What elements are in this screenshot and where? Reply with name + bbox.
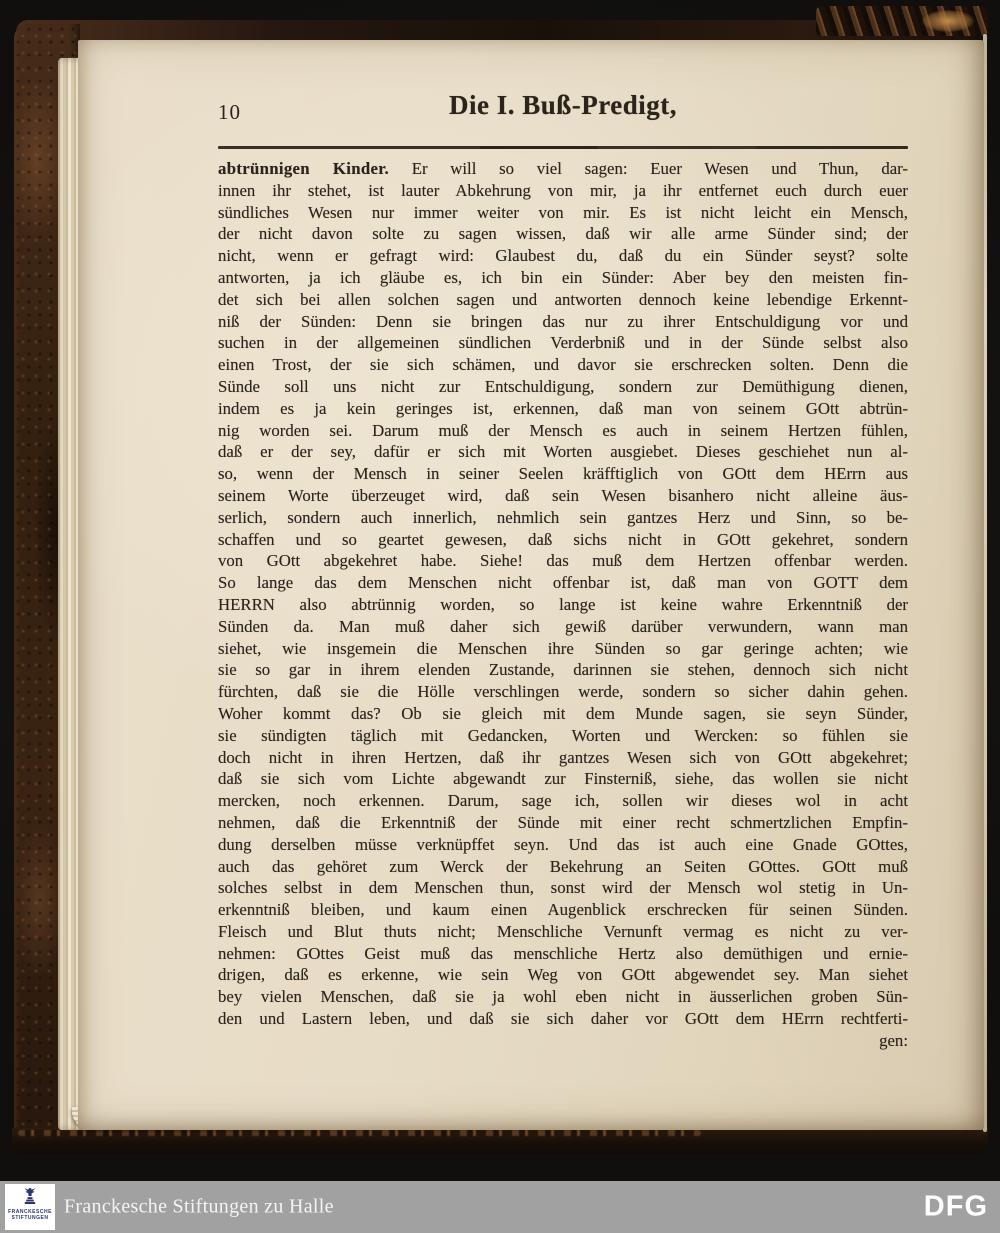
body-line: indem es ja kein geringes ist, erkennen, daß man von seinem GOtt abtrün- <box>218 398 908 418</box>
body-line: Woher kommt das? Ob sie gleich mit dem Munde sagen, sie seyn Sünder, <box>218 703 908 723</box>
book-headband <box>816 6 988 36</box>
book-page <box>78 40 984 1130</box>
body-lead-rest: Er will so viel sagen: Euer Wesen und Thun, dar- <box>411 159 908 178</box>
body-line: schaffen und so geartet gewesen, daß sichs nicht in GOtt gekehret, sondern <box>218 529 908 549</box>
body-line: mercken, noch erkennen. Darum, sage ich, sollen wir dieses wol in acht <box>218 791 908 811</box>
franckesche-stiftungen-logo <box>5 1184 55 1230</box>
body-line: antworten, ja ich gläube es, ich bin ein Sünder: Aber bey den meisten fin- <box>218 267 908 287</box>
body-line: daß er der sey, dafür er sich mit Worten ausgiebet. Dieses geschiehet nun al- <box>218 442 908 462</box>
body-line: innen ihr stehet, ist lauter Abkehrung von mir, ja ihr entfernet euch durch euer <box>218 180 908 200</box>
body-line: seinem Worte überzeuget wird, daß sein Wesen bisanhero nicht alleine äus- <box>218 485 908 505</box>
body-line: nig worden sei. Darum muß der Mensch es auch in seinem Hertzen fühlen, <box>218 420 908 440</box>
body-line: der nicht davon solte zu sagen wissen, daß wir alle arme Sünder sind; der <box>218 224 908 244</box>
body-line: drigen, daß es erkenne, wie sein Weg von GOtt abgewendet sey. Man siehet <box>218 965 908 985</box>
body-line: HERRN also abtrünnig worden, so lange ist keine wahre Erkenntniß der <box>218 594 908 614</box>
body-line: Sünde soll uns nicht zur Entschuldigung, sondern zur Demüthigung dienen, <box>218 376 908 396</box>
catchword: gen: <box>879 1031 908 1050</box>
digitization-footer-bar <box>0 1181 1000 1233</box>
body-lead-bold: abtrünnigen Kinder. <box>218 159 389 178</box>
body-line: So lange das dem Menschen nicht offenbar ist, daß man von GOTT dem <box>218 573 908 593</box>
body-line: suchen in der allgemeinen sündlichen Verderbniß und in der Sünde selbst also <box>218 333 908 353</box>
body-line: sündliches Wesen nur immer weiter von mir. Es ist nicht leicht ein Mensch, <box>218 202 908 222</box>
logo-text-line1: FRANCKESCHE <box>8 1209 52 1215</box>
body-line: einen Trost, der sie sich schämen, und davor sie erschrecken solten. Denn die <box>218 355 908 375</box>
body-line: fürchten, daß sie die Hölle verschlingen werde, sondern so sicher dahin gehen. <box>218 682 908 702</box>
body-line: sie sündigten täglich mit Gedancken, Worten und Wercken: so fühlen sie <box>218 725 908 745</box>
body-line: daß sie sich vom Lichte abgewandt zur Finsterniß, siehe, das wollen sie nicht <box>218 769 908 789</box>
header-rule <box>218 146 908 149</box>
body-line: Fleisch und Blut thuts nicht; Menschliche Vernunft vermag es nicht zu ver- <box>218 921 908 941</box>
eagle-on-pedestal-icon <box>20 1187 40 1209</box>
body-line: bey vielen Menschen, daß sie ja wohl eben nicht in äusserlichen groben Sün- <box>218 987 908 1007</box>
body-text <box>218 158 908 1030</box>
body-line: nehmen: GOttes Geist muß das menschliche Hertz also demüthigen und ernie- <box>218 943 908 963</box>
body-line: den und Lastern leben, und daß sie sich daher vor GOtt dem HErrn rechtferti- <box>218 1009 908 1029</box>
body-line: auch das gehöret zum Werck der Bekehrung an Seiten GOttes. GOtt muß <box>218 856 908 876</box>
body-line: nicht, wenn er gefragt wird: Glaubest du, daß du ein Sünder seyst? solte <box>218 246 908 266</box>
body-line: erkenntniß bleiben, und kaum einen Augenblick erschrecken für seinen Sünden. <box>218 900 908 920</box>
logo-text-line2: STIFTUNGEN <box>11 1215 49 1221</box>
body-line-first <box>218 158 908 180</box>
institution-name: Franckesche Stiftungen zu Halle <box>64 1195 334 1218</box>
body-line: so, wenn der Mensch in seiner Seelen kräfftiglich von GOtt dem HErrn aus <box>218 464 908 484</box>
leather-cover-bottom-edge <box>12 1128 988 1154</box>
body-line: solches selbst in dem Menschen thun, sonst wird der Mensch wol stetig in Un- <box>218 878 908 898</box>
body-line: Sünden da. Man muß daher sich gewiß darüber verwundern, wann man <box>218 616 908 636</box>
body-line: serlich, sondern auch innerlich, nehmlich sein gantzes Herz und Sinn, so be- <box>218 507 908 527</box>
body-line: nehmen, daß die Erkenntniß der Sünde mit einer recht schmertzlichen Empfin- <box>218 812 908 832</box>
body-line: sie so gar in ihrem elenden Zustande, darinnen sie stehen, dennoch sich nicht <box>218 660 908 680</box>
body-line: doch nicht in ihren Hertzen, daß ihr gantzes Wesen sich von GOtt abgekehret; <box>218 747 908 767</box>
body-line: siehet, wie insgemein die Menschen ihre Sünden so gar geringe achten; wie <box>218 638 908 658</box>
body-line: niß der Sünden: Denn sie bringen das nur zu ihrer Entschuldigung vor und <box>218 311 908 331</box>
body-line: dung derselben müsse verknüpffet seyn. Und das ist auch eine Gnade GOttes, <box>218 834 908 854</box>
running-header: Die I. Buß-Predigt, <box>448 90 677 120</box>
body-line: det sich bei allen solchen sagen und antworten dennoch keine lebendige Erkennt- <box>218 289 908 309</box>
body-line: von GOtt abgekehret habe. Siehe! das muß dem Hertzen offenbar werden. <box>218 551 908 571</box>
dfg-logo: DFG <box>923 1190 988 1223</box>
page-number: 10 <box>218 100 241 124</box>
